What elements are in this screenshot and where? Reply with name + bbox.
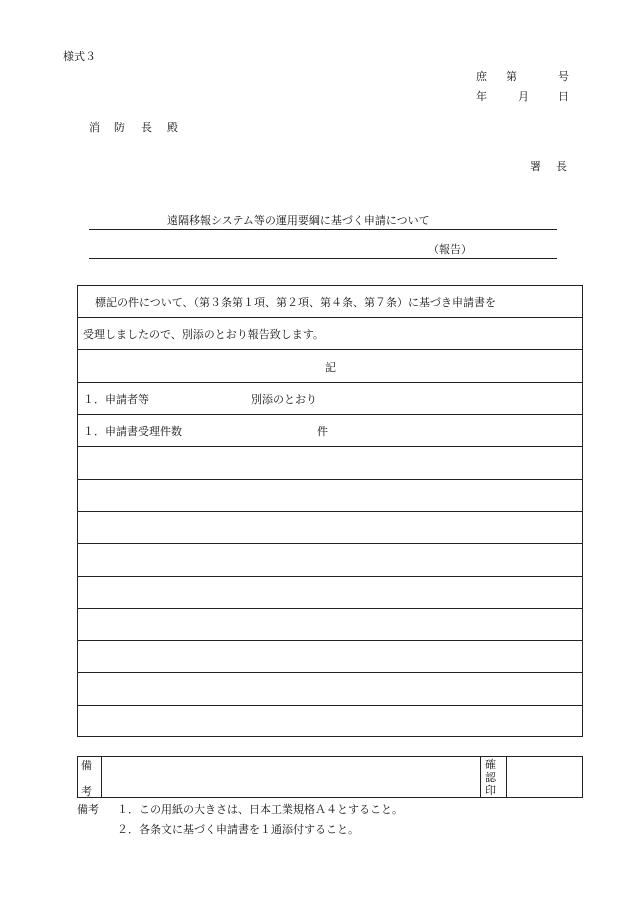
form-number: 様式３	[63, 50, 96, 63]
remarks-label-char-2: 考	[81, 785, 92, 798]
notes-label: 備考	[77, 803, 99, 816]
item1-value: 別添のとおり	[251, 392, 317, 406]
report-table	[77, 285, 583, 737]
sender-char-2: 長	[556, 160, 567, 173]
table-row-empty	[78, 448, 582, 480]
remarks-field[interactable]	[102, 757, 480, 797]
table-row-empty	[78, 609, 582, 641]
note-item-2: ２．各条文に基づく申請書を１通添付すること。	[117, 823, 359, 836]
remarks-box	[77, 756, 583, 798]
date-day: 日	[558, 90, 569, 103]
confirm-label-char-2: 認	[485, 771, 496, 784]
remarks-label-char-1: 備	[81, 759, 92, 772]
title-underline	[89, 229, 557, 230]
doc-number-go: 号	[558, 70, 569, 83]
table-row-intro-1	[78, 286, 582, 318]
table-row-ki	[78, 351, 582, 383]
addressee-char-1: 消	[89, 121, 100, 134]
item2-label: １．申請書受理件数	[83, 425, 182, 439]
table-row-applicant	[78, 383, 582, 415]
date-year: 年	[476, 90, 487, 103]
table-row-empty	[78, 706, 582, 738]
intro-line-1: 標記の件について、（第３条第１項、第２項、第４条、第７条）に基づき申請書を	[95, 296, 497, 309]
date-month: 月	[518, 90, 529, 103]
subtitle-underline	[89, 258, 557, 259]
intro-line-2: 受理しましたので、別添のとおり報告致します。	[83, 328, 324, 342]
document-title: 遠隔移報システム等の運用要綱に基づく申請について	[167, 214, 430, 227]
note-item-1: １．この用紙の大きさは、日本工業規格Ａ４とすること。	[117, 803, 403, 816]
table-row-empty	[78, 480, 582, 512]
table-row-empty	[78, 577, 582, 609]
table-row-empty	[78, 512, 582, 544]
table-row-empty	[78, 544, 582, 576]
doc-number-dai: 第	[506, 70, 517, 83]
confirm-stamp-field[interactable]	[507, 757, 583, 797]
table-row-empty	[78, 674, 582, 706]
table-row-count	[78, 415, 582, 447]
document-subtitle: （報告）	[428, 243, 472, 256]
table-row-intro-2	[78, 318, 582, 350]
confirm-label-char-3: 印	[485, 784, 496, 797]
table-row-empty	[78, 641, 582, 673]
sender-char-1: 署	[530, 160, 541, 173]
ki-heading: 記	[325, 360, 336, 374]
confirm-divider-left	[480, 757, 481, 797]
item1-label: １．申請者等	[83, 392, 149, 406]
addressee-char-2: 防	[114, 121, 125, 134]
addressee-char-4: 殿	[167, 121, 178, 134]
item2-value: 件	[317, 425, 328, 439]
addressee-char-3: 長	[141, 121, 152, 134]
doc-number-office: 庶	[476, 70, 487, 83]
confirm-label-char-1: 確	[485, 758, 496, 771]
